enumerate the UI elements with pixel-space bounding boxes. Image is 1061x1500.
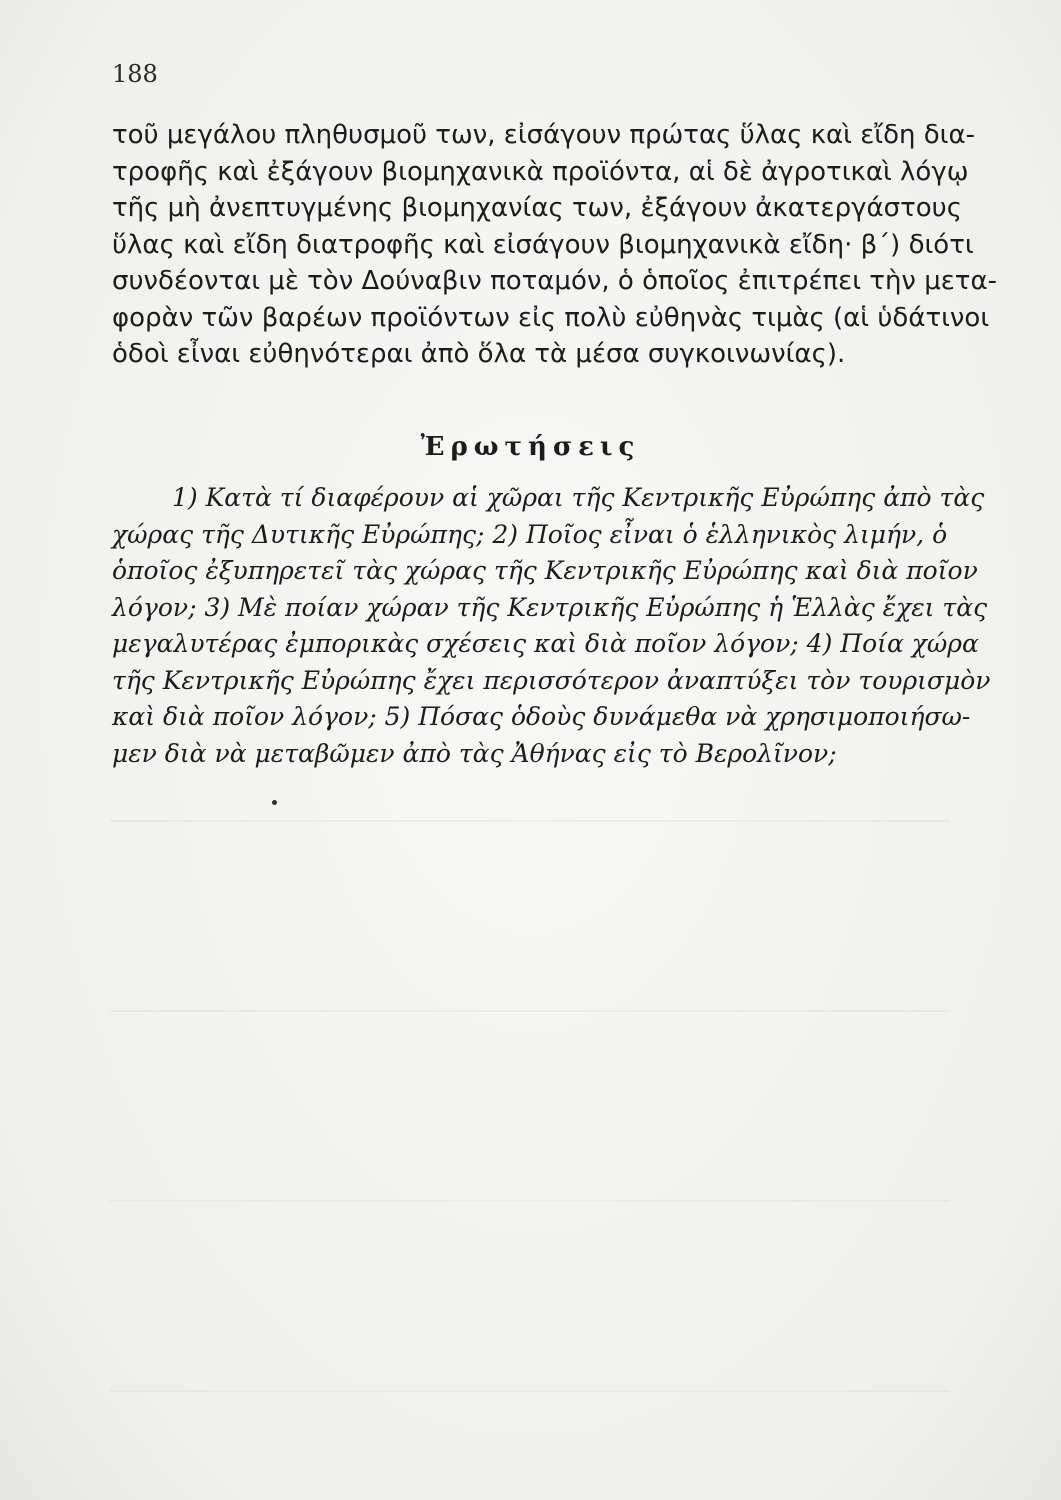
question-line: μεν διὰ νὰ μεταβῶμεν ἀπὸ τὰς Ἀθήνας εἰς τὸ Βερολῖνον;: [112, 738, 837, 768]
bleed-through-shadow: [110, 820, 950, 822]
question-line: μεγαλυτέρας ἐμπορικὰς σχέσεις καὶ διὰ ποῖον λόγον; 4) Ποία χώρα: [112, 629, 979, 658]
question-line: 1) Κατὰ τί διαφέρουν αἱ χῶραι τῆς Κεντρικῆς Εὐρώπης ἀπὸ τὰς: [172, 483, 985, 512]
question-line: τῆς Κεντρικῆς Εὐρώπης ἔχει περισσότερον ἀναπτύξει τὸν τουρισμὸν: [112, 665, 991, 695]
bleed-through-shadow: [110, 1200, 950, 1202]
paragraph-line: τοῦ μεγάλου πληθυσμοῦ των, εἰσάγουν πρώτας ὕλας καὶ εἴδη δια-: [112, 120, 975, 150]
paragraph-line: ὁδοὶ εἶναι εὐθηνότεραι ἀπὸ ὅλα τὰ μέσα συγκοινωνίας).: [112, 339, 846, 369]
question-line: χώρας τῆς Δυτικῆς Εὐρώπης; 2) Ποῖος εἶναι ὁ ἑλληνικὸς λιμήν, ὁ: [112, 519, 948, 549]
paragraph-line: τροφῆς καὶ ἐξάγουν βιομηχανικὰ προϊόντα, αἱ δὲ ἀγροτικαὶ λόγῳ: [112, 156, 969, 187]
bleed-through-shadow: [110, 1010, 950, 1012]
paragraph-line: φορὰν τῶν βαρέων προϊόντων εἰς πολὺ εὐθηνὰς τιμὰς (αἱ ὑδάτινοι: [112, 302, 990, 333]
body-paragraph: [112, 117, 997, 373]
paragraph-line: ὕλας καὶ εἴδη διατροφῆς καὶ εἰσάγουν βιομηχανικὰ εἴδη· β΄) διότι: [112, 229, 974, 260]
paragraph-line: τῆς μὴ ἀνεπτυγμένης βιομηχανίας των, ἐξάγουν ἀκατεργάστους: [112, 193, 962, 223]
ink-speck: [272, 800, 277, 805]
paragraph-line: συνδέονται μὲ τὸν Δούναβιν ποταμόν, ὁ ὁποῖος ἐπιτρέπει τὴν μετα-: [112, 266, 997, 296]
question-line: λόγον; 3) Μὲ ποίαν χώραν τῆς Κεντρικῆς Εὐρώπης ἡ Ἑλλὰς ἔχει τὰς: [112, 592, 988, 622]
section-heading: Ἐρωτήσεις: [420, 432, 641, 462]
page-number: 188: [112, 60, 158, 88]
questions-block: [112, 480, 991, 772]
question-line: ὁποῖος ἐξυπηρετεῖ τὰς χώρας τῆς Κεντρικῆς Εὐρώπης καὶ διὰ ποῖον: [112, 556, 978, 585]
bleed-through-shadow: [110, 1390, 950, 1392]
question-line: καὶ διὰ ποῖον λόγον; 5) Πόσας ὁδοὺς δυνάμεθα νὰ χρησιμοποιήσω-: [112, 702, 971, 731]
